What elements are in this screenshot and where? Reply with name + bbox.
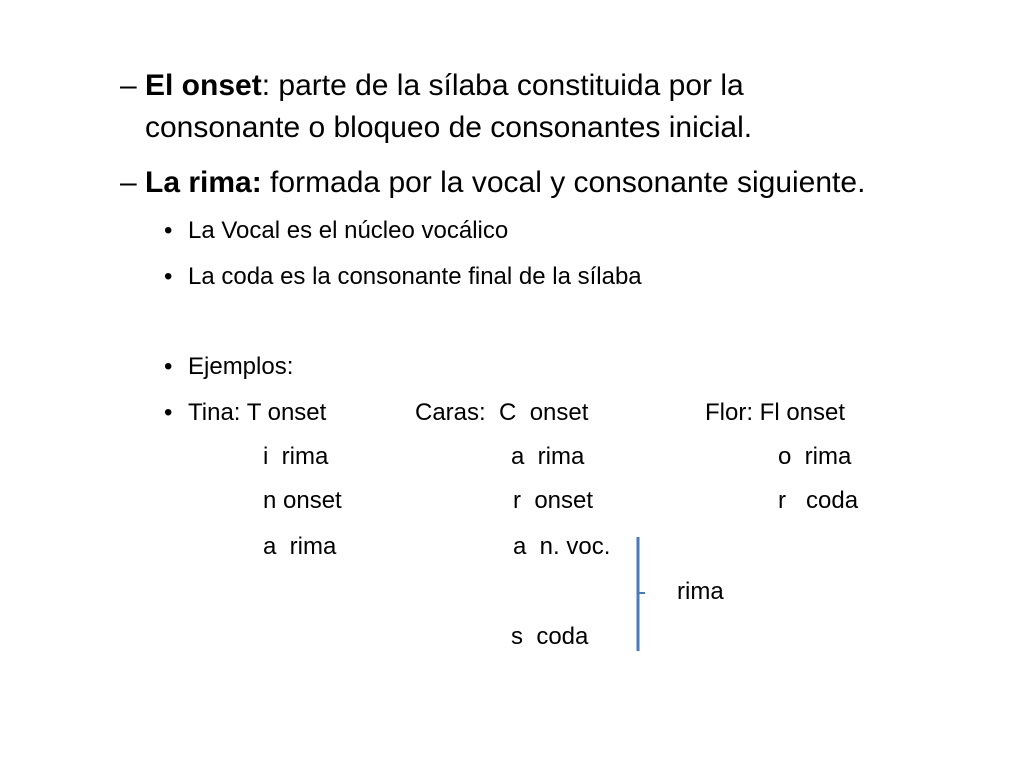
bullet-marker: • — [164, 399, 173, 426]
caras-example-line: a rima — [511, 443, 585, 470]
onset-definition-line-2: consonante o bloqueo de consonantes inicial. — [145, 111, 753, 144]
bullet-marker: • — [164, 263, 173, 290]
bullet-marker: • — [164, 217, 173, 244]
tina-example-line: a rima — [263, 533, 337, 560]
dash-marker: – — [120, 166, 137, 199]
onset-separator: : — [261, 69, 271, 102]
flor-example-line: Flor: Fl onset — [705, 399, 846, 426]
flor-example-line: r coda — [778, 487, 859, 514]
rima-definition — [145, 163, 865, 203]
caras-example-line: Caras: C onset — [415, 399, 589, 426]
tina-example-line: n onset — [263, 487, 342, 514]
bracket-icon — [636, 535, 648, 653]
rima-term: La rima: — [145, 166, 262, 199]
tina-example-line: i rima — [263, 443, 329, 470]
ejemplos-heading: Ejemplos: — [188, 353, 294, 380]
caras-example-line: s coda — [511, 623, 589, 650]
caras-example-line: a n. voc. — [513, 533, 611, 560]
rima-definition-text: formada por la vocal y consonante siguiente. — [261, 166, 866, 199]
tina-example-line: Tina: T onset — [188, 399, 327, 426]
onset-term: El onset — [145, 69, 262, 102]
dash-marker: – — [120, 69, 137, 102]
coda-item: La coda es la consonante final de la sílaba — [188, 263, 642, 290]
vocal-nucleo-item: La Vocal es el núcleo vocálico — [188, 217, 509, 244]
onset-definition-text: parte de la sílaba constituida por la — [270, 69, 744, 102]
flor-example-line: o rima — [778, 443, 852, 470]
caras-example-line: r onset — [513, 487, 594, 514]
onset-definition-line-1 — [145, 66, 744, 106]
bullet-marker: • — [164, 353, 173, 380]
bracket-rima-label: rima — [677, 578, 724, 605]
